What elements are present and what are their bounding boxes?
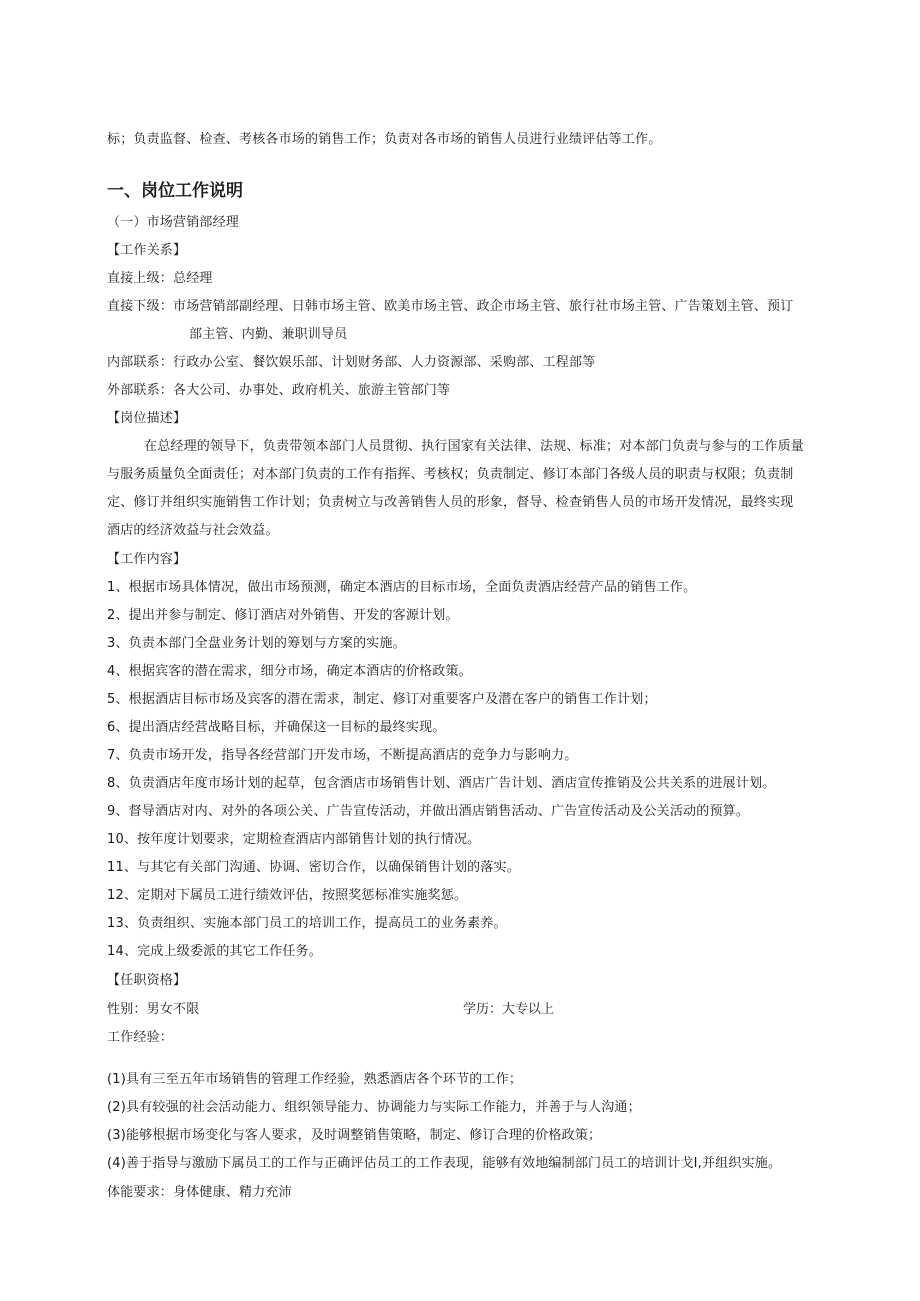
work-content-item: 5、根据酒店目标市场及宾客的潜在需求，制定、修订对重要客户及潜在客户的销售工作计划； <box>107 692 657 707</box>
qualification-label: 【任职资格】 <box>107 973 187 988</box>
work-content-item: 14、完成上级委派的其它工作任务。 <box>107 944 322 959</box>
experience-item: (3)能够根据市场变化与客人要求，及时调整销售策略，制定、修订合理的价格政策； <box>107 1128 602 1143</box>
subsection-title: （一）市场营销部经理 <box>107 215 240 230</box>
section-heading: 一、岗位工作说明 <box>107 181 243 201</box>
external-contacts: 外部联系：各大公司、办事处、政府机关、旅游主管部门等 <box>107 383 451 398</box>
direct-subordinate-line-1: 直接下级：市场营销部副经理、日韩市场主管、欧美市场主管、政企市场主管、旅行社市场主管、广告策划主管、预订 <box>107 299 794 314</box>
work-content-item: 11、与其它有关部门沟通、协调、密切合作，以确保销售计划的落实。 <box>107 860 520 875</box>
gender-requirement: 性别：男女不限 <box>107 1002 200 1017</box>
experience-item: (2)具有较强的社会活动能力、组织领导能力、协调能力与实际工作能力，并善于与人沟通； <box>107 1100 641 1115</box>
work-content-item: 10、按年度计划要求，定期检查酒店内部销售计划的执行情况。 <box>107 832 481 847</box>
position-desc-line: 与服务质量负全面责任；对本部门负责的工作有指挥、考核权；负责制定、修订本部门各级人员的职责与权限；负责制 <box>107 467 794 482</box>
work-content-item: 2、提出并参与制定、修订酒店对外销售、开发的客源计划。 <box>107 608 459 623</box>
internal-contacts: 内部联系：行政办公室、餐饮娱乐部、计划财务部、人力资源部、采购部、工程部等 <box>107 355 596 370</box>
work-content-item: 7、负责市场开发，指导各经营部门开发市场，不断提高酒店的竞争力与影响力。 <box>107 748 578 763</box>
direct-subordinate-line-2: 部主管、内勤、兼职训导员 <box>189 327 348 342</box>
experience-item: (1)具有三至五年市场销售的管理工作经验，熟悉酒店各个环节的工作； <box>107 1072 523 1087</box>
position-desc-label: 【岗位描述】 <box>107 411 187 426</box>
experience-label: 工作经验： <box>107 1030 174 1045</box>
position-desc-line: 酒店的经济效益与社会效益。 <box>107 523 279 538</box>
work-content-item: 6、提出酒店经营战略目标，并确保这一目标的最终实现。 <box>107 720 446 735</box>
position-desc-line: 在总经理的领导下，负责带领本部门人员贯彻、执行国家有关法律、法规、标准；对本部门负责与参与的工作质量 <box>144 439 805 454</box>
experience-item: (4)善于指导与激励下属员工的工作与正确评估员工的工作表现，能够有效地编制部门员工的培训计戈Ⅰ,并组织实施。 <box>107 1156 782 1171</box>
work-content-item: 13、负责组织、实施本部门员工的培训工作，提高员工的业务素养。 <box>107 916 507 931</box>
physical-requirement: 体能要求：身体健康、精力充沛 <box>107 1185 292 1200</box>
direct-superior: 直接上级：总经理 <box>107 271 213 286</box>
work-content-item: 3、负责本部门全盘业务计划的筹划与方案的实施。 <box>107 636 406 651</box>
work-content-label: 【工作内容】 <box>107 552 187 567</box>
work-content-item: 8、负责酒店年度市场计划的起草，包含酒店市场销售计划、酒店广告计划、酒店宣传推销及公共关系的进展计划。 <box>107 776 776 791</box>
work-content-item: 1、根据市场具体情况，做出市场预测，确定本酒店的目标市场，全面负责酒店经营产品的销售工作。 <box>107 580 697 595</box>
work-content-item: 4、根据宾客的潜在需求，细分市场，确定本酒店的价格政策。 <box>107 664 472 679</box>
intro-line: 标；负责监督、检查、考核各市场的销售工作；负责对各市场的销售人员进行业绩评估等工作。 <box>107 132 662 147</box>
position-desc-line: 定、修订并组织实施销售工作计划；负责树立与改善销售人员的形象，督导、检查销售人员的市场开发情况，最终实现 <box>107 495 794 510</box>
education-requirement: 学历：大专以上 <box>463 1002 555 1017</box>
work-relation-label: 【工作关系】 <box>107 243 187 258</box>
work-content-item: 9、督导酒店对内、对外的各项公关、广告宣传活动，并做出酒店销售活动、广告宣传活动及公关活动的预算。 <box>107 804 750 819</box>
work-content-item: 12、定期对下属员工进行绩效评估，按照奖惩标准实施奖惩。 <box>107 888 468 903</box>
